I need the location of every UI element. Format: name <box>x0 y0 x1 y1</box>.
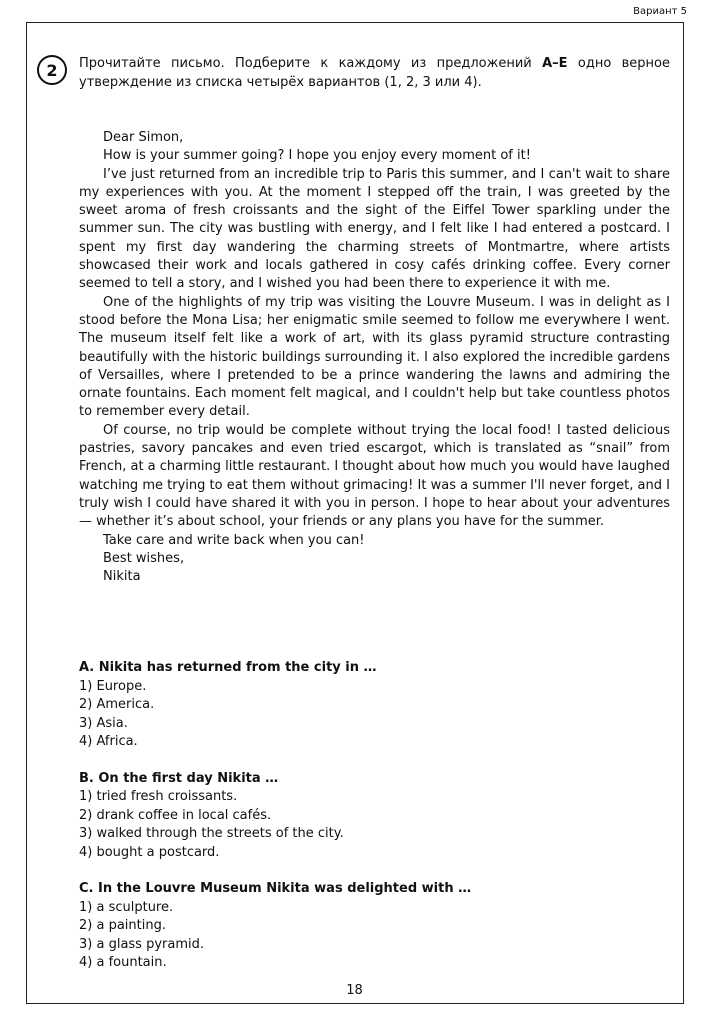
answer-option: 1) a sculpture. <box>79 899 174 915</box>
letter-paragraph-3: One of the highlights of my trip was visiting the Louvre Museum. I was in delight as I stood before the Mona Lisa; her enigmatic smile seemed to follow me everywhere I went. The museum itself felt like a work of art, with its glass pyramid structure contrasting beautifully with the historic buildings surrounding it. I also explored the incredible gardens of Versailles, where I pretended to be a prince wandering the lawns and admiring the ornate fountains. Each moment felt magical, and I couldn't help but take countless photos to remember every detail. <box>79 294 670 420</box>
answer-option: 4) bought a postcard. <box>79 844 220 860</box>
page-number: 18 <box>346 983 363 998</box>
letter-paragraph-1: How is your summer going? I hope you enjoy every moment of it! <box>103 148 531 164</box>
question-c <box>79 880 670 973</box>
answer-option: 3) Asia. <box>79 715 128 731</box>
letter-paragraph-5: Take care and write back when you can! <box>103 532 365 548</box>
letter-signature: Nikita <box>103 569 141 585</box>
answer-option: 3) walked through the streets of the city. <box>79 826 344 841</box>
letter-paragraph-4: Of course, no trip would be complete without trying the local food! I tasted delicious pastries, savory pancakes and even tried escargot, which is translated as “snail” from French, at a charming little restaurant. I thought about how much you would have laughed watching me trying to eat them without grimacing! It was a summer I'll never forget, and I truly wish I could have shared it with you in person. I hope to hear about your adventures — whether it’s about school, your friends or any plans you have for the summer. <box>79 422 671 530</box>
answer-option: 4) Africa. <box>79 734 138 749</box>
answer-option: 2) America. <box>79 697 155 712</box>
instruction-text-end: одно верное утверждение из списка четырёх вариантов (1, 2, 3 или 4). <box>79 56 670 90</box>
instruction-letters-range: A–E <box>542 56 568 71</box>
letter-signoff: Best wishes, <box>103 550 185 566</box>
letter-paragraph-2: I’ve just returned from an incredible trip to Paris this summer, and I can't wait to share my experiences with you. At the moment I stepped off the train, I was greeted by the sweet aroma of fresh croissants and the sight of the Eiffel Tower sparkling under the summer sun. The city was bustling with energy, and I felt like I had entered a postcard. I spent my first day wandering the charming streets of Montmartre, where artists showcased their work and locals gathered in cosy cafés drinking coffee. Every corner seemed to tell a story, and I wished you had been there to experience it with me. <box>79 166 670 292</box>
questions-list <box>79 659 670 991</box>
task-number-badge: 2 <box>37 55 67 85</box>
answer-option: 2) drank coffee in local cafés. <box>79 807 272 823</box>
question-b <box>79 770 670 863</box>
question-title: B. On the first day Nikita … <box>79 770 279 786</box>
instruction-text-start: Прочитайте письмо. Подберите к каждому из предложений <box>79 56 543 71</box>
answer-option: 1) Europe. <box>79 678 147 694</box>
letter-greeting: Dear Simon, <box>103 130 184 145</box>
question-title: C. In the Louvre Museum Nikita was delighted with … <box>79 881 472 896</box>
answer-option: 4) a fountain. <box>79 955 167 970</box>
answer-option: 1) tried fresh croissants. <box>79 789 238 804</box>
answer-option: 3) a glass pyramid. <box>79 936 204 952</box>
answer-option: 2) a painting. <box>79 918 166 933</box>
variant-label: Вариант 5 <box>633 6 687 17</box>
letter-text <box>79 129 670 586</box>
task-instruction <box>79 55 670 92</box>
question-a <box>79 659 670 752</box>
question-title: A. Nikita has returned from the city in … <box>79 660 377 675</box>
